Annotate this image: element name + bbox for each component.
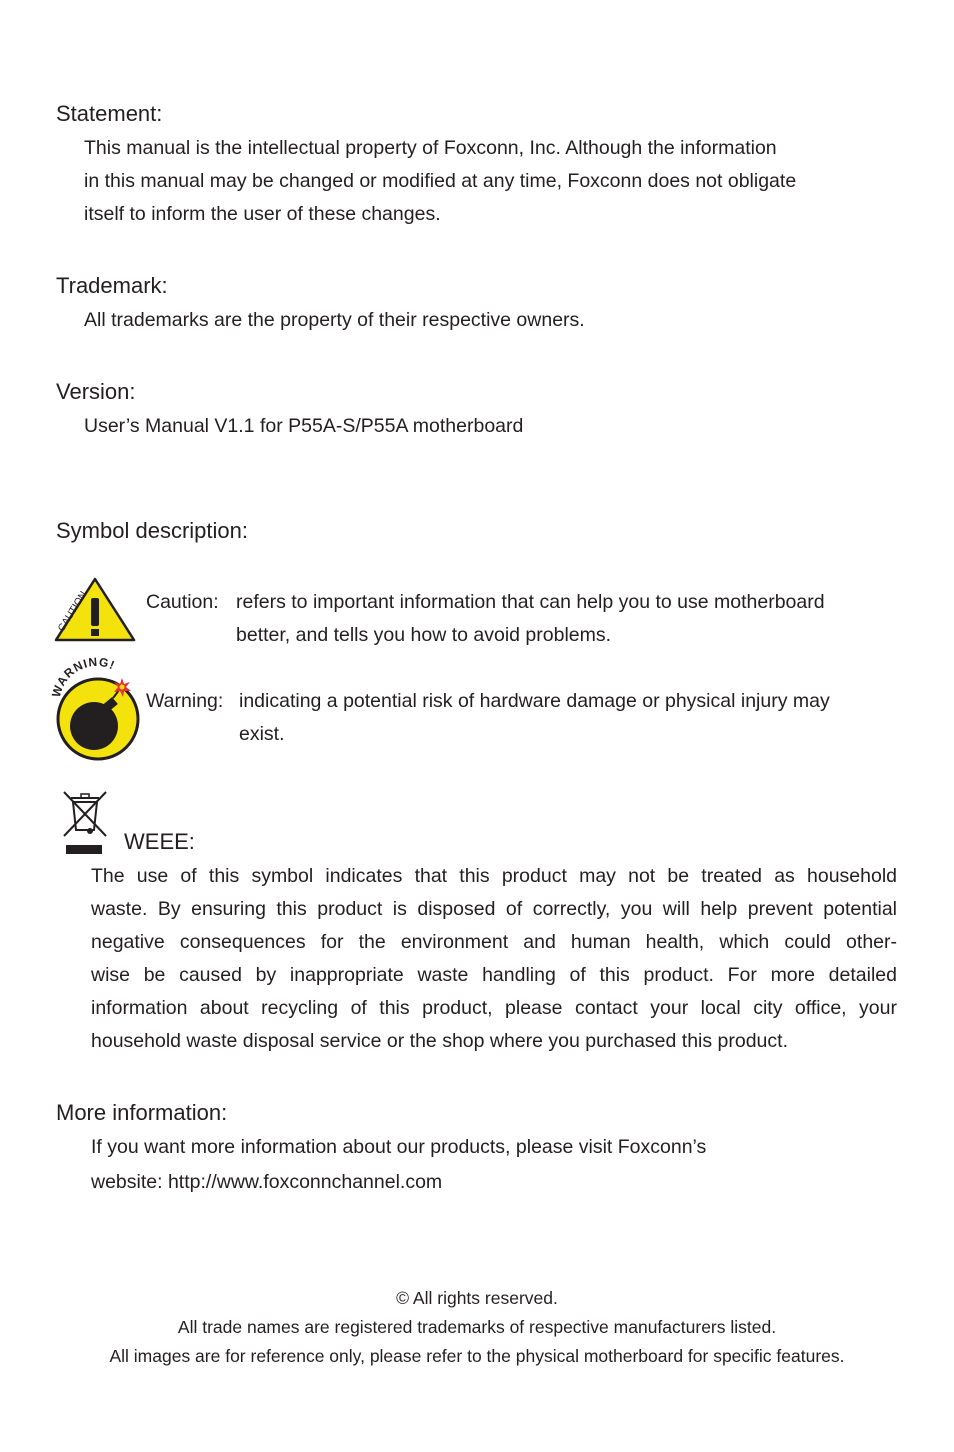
weee-line-1: The use of this symbol indicates that this product may not be treated as household — [91, 865, 897, 887]
caution-label: Caution: — [146, 591, 219, 613]
weee-line-5: information about recycling of this product, please contact your local city office, your — [91, 997, 897, 1019]
statement-line-3: itself to inform the user of these changes. — [84, 203, 441, 225]
weee-line-4: wise be caused by inappropriate waste handling of this product. For more detailed — [91, 964, 897, 986]
warning-text-line-1: indicating a potential risk of hardware damage or physical injury may — [239, 690, 830, 712]
footer-rights: © All rights reserved. — [396, 1288, 558, 1308]
crossed-wheelie-bin-icon — [62, 790, 108, 856]
caution-text-line-1: refers to important information that can help you to use motherboard — [236, 591, 825, 613]
weee-heading: WEEE: — [124, 829, 195, 854]
caution-icon-text: CAUTION — [56, 589, 90, 634]
warning-label: Warning: — [146, 690, 224, 712]
warning-text-line-2: exist. — [239, 723, 285, 745]
bomb-icon — [49, 654, 142, 762]
symbol-description-heading: Symbol description: — [56, 518, 248, 543]
more-info-website: website: http://www.foxconnchannel.com — [91, 1171, 443, 1193]
version-text: User’s Manual V1.1 for P55A-S/P55A motherboard — [84, 415, 524, 437]
trademark-text: All trademarks are the property of their respective owners. — [84, 309, 585, 331]
footer-images-note: All images are for reference only, please refer to the physical motherboard for specific features. — [109, 1346, 845, 1366]
trademark-heading: Trademark: — [56, 273, 168, 298]
weee-line-2: waste. By ensuring this product is disposed of correctly, you will help prevent potential — [91, 898, 897, 920]
weee-line-3: negative consequences for the environment and human health, which could other- — [91, 931, 897, 953]
footer-trade-names: All trade names are registered trademarks of respective manufacturers listed. — [177, 1317, 777, 1337]
more-info-heading: More information: — [56, 1100, 228, 1125]
more-info-line-1: If you want more information about our products, please visit Foxconn’s — [91, 1136, 707, 1158]
caution-text-line-2: better, and tells you how to avoid problems. — [236, 624, 612, 646]
warning-icon-text: WARNING! — [49, 654, 118, 699]
caution-triangle-icon — [54, 576, 136, 642]
statement-line-1: This manual is the intellectual property of Foxconn, Inc. Although the information — [84, 137, 777, 159]
weee-line-6: household waste disposal service or the shop where you purchased this product. — [91, 1030, 788, 1052]
statement-line-2: in this manual may be changed or modified at any time, Foxconn does not obligate — [84, 170, 797, 192]
statement-heading: Statement: — [56, 101, 163, 126]
version-heading: Version: — [56, 379, 136, 404]
